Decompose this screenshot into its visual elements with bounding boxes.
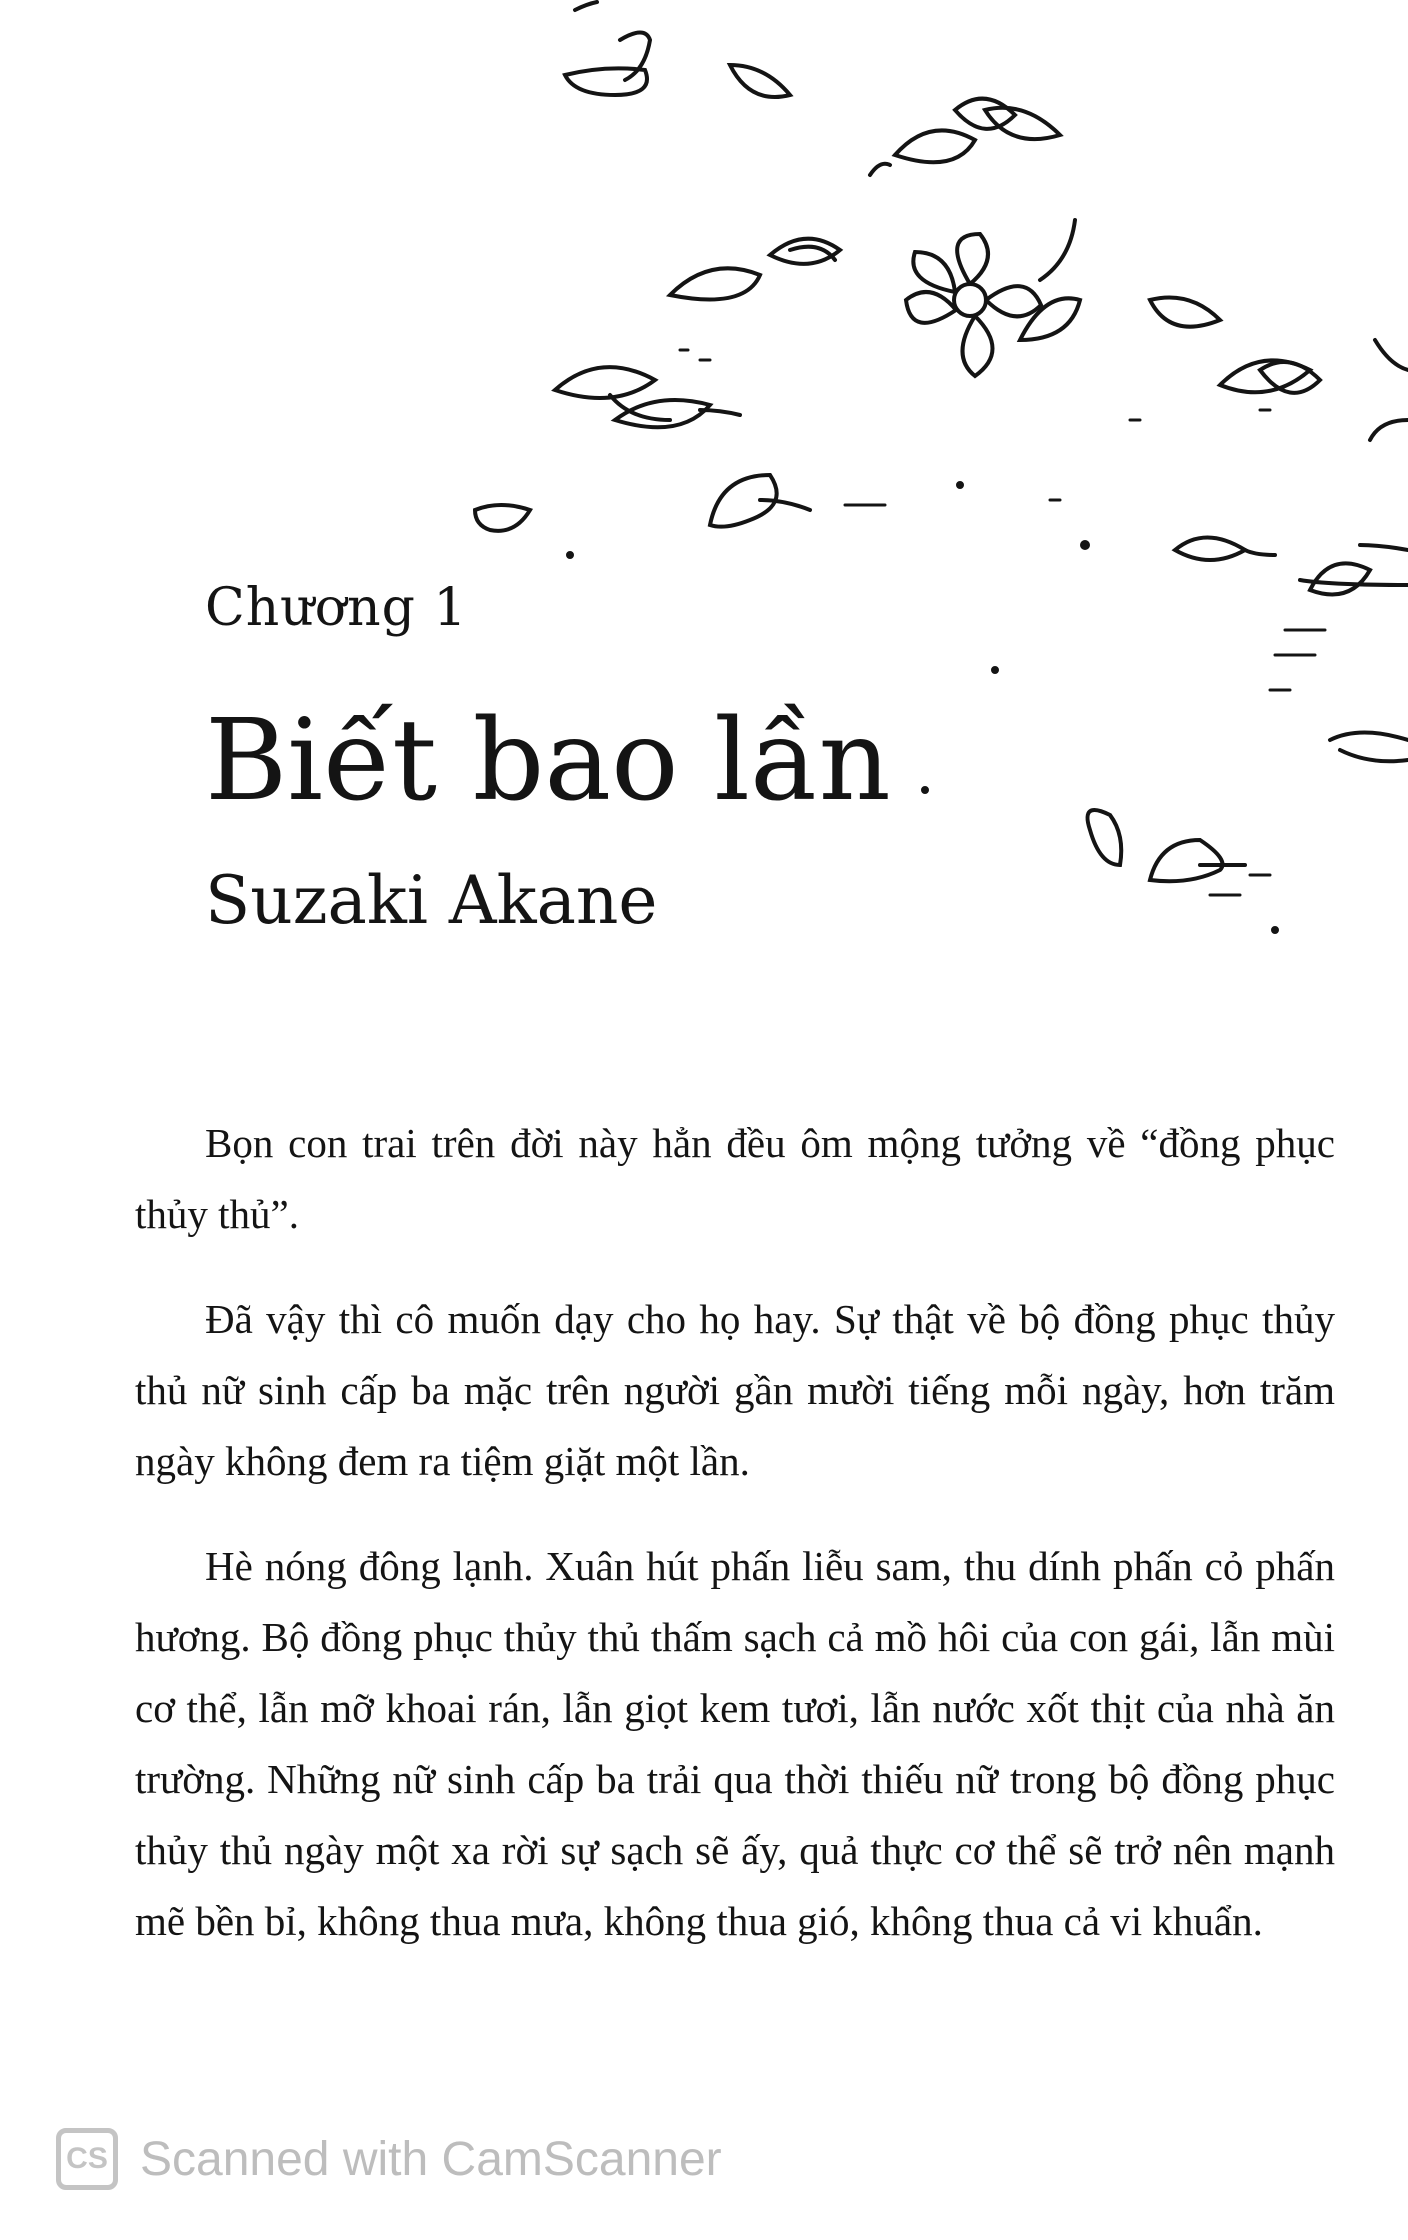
paragraph: Hè nóng đông lạnh. Xuân hút phấn liễu sam, thu dính phấn cỏ phấn hương. Bộ đồng phục thủy thủ thấm sạch cả mồ hôi của con gái, lẫn mùi cơ thể, lẫn mỡ khoai rán, lẫn giọt kem tươi, lẫn nước xốt thịt của nhà ăn trường. Những nữ sinh cấp ba trải qua thời thiếu nữ trong bộ đồng phục thủy thủ ngày một xa rời sự sạch sẽ ấy, quả thực cơ thể sẽ trở nên mạnh mẽ bền bỉ, không thua mưa, không thua gió, không thua cả vi khuẩn. [135, 1543, 1335, 1944]
petal-icon [670, 268, 760, 299]
petal-icon [870, 164, 890, 175]
petal-icon [955, 99, 1015, 129]
camscanner-watermark [56, 2128, 722, 2190]
petal-icon [475, 505, 530, 531]
flower-icon [906, 234, 1041, 376]
petal-icon [1300, 580, 1408, 585]
petal-icon [770, 239, 840, 264]
petal-icon [1370, 420, 1408, 440]
chapter-author: Suzaki Akane [205, 862, 658, 939]
petal-icon [730, 65, 790, 97]
petal-icon [1088, 810, 1122, 865]
petal-icon [575, 2, 597, 10]
petal-icon [1340, 750, 1408, 761]
watermark-text: Scanned with CamScanner [140, 2132, 722, 2186]
body-text [135, 1108, 1335, 1991]
cherry-blossom-illustration [0, 0, 1408, 1000]
petal-icon [1150, 298, 1220, 327]
flower-stem-icon [1040, 220, 1075, 280]
camscanner-logo-icon: CS [56, 2128, 118, 2190]
petal-icon [1330, 733, 1408, 741]
petal-icon [1360, 545, 1408, 550]
petal-icon [1150, 840, 1223, 881]
paragraph: Đã vậy thì cô muốn dạy cho họ hay. Sự thật về bộ đồng phục thủy thủ nữ sinh cấp ba mặc trên người gần mười tiếng mỗi ngày, hơn trăm ngày không đem ra tiệm giặt một lần. [135, 1296, 1335, 1484]
petal-icon [1375, 340, 1408, 370]
petal-icon [895, 130, 975, 162]
petal-icon [555, 367, 655, 398]
petal-icon [1175, 538, 1245, 561]
petal-icon [1245, 550, 1275, 555]
petal-icon [1020, 298, 1080, 340]
petal-icon [1310, 563, 1370, 594]
flower-icon [954, 284, 986, 316]
chapter-label: Chương 1 [205, 578, 468, 638]
paragraph: Bọn con trai trên đời này hẳn đều ôm mộng tưởng về “đồng phục thủy thủ”. [135, 1120, 1335, 1237]
chapter-title: Biết bao lần [205, 696, 891, 826]
petal-icon [985, 108, 1060, 139]
petal-icon [1260, 362, 1320, 393]
petal-icon [615, 400, 710, 427]
petal-icon [700, 410, 740, 415]
